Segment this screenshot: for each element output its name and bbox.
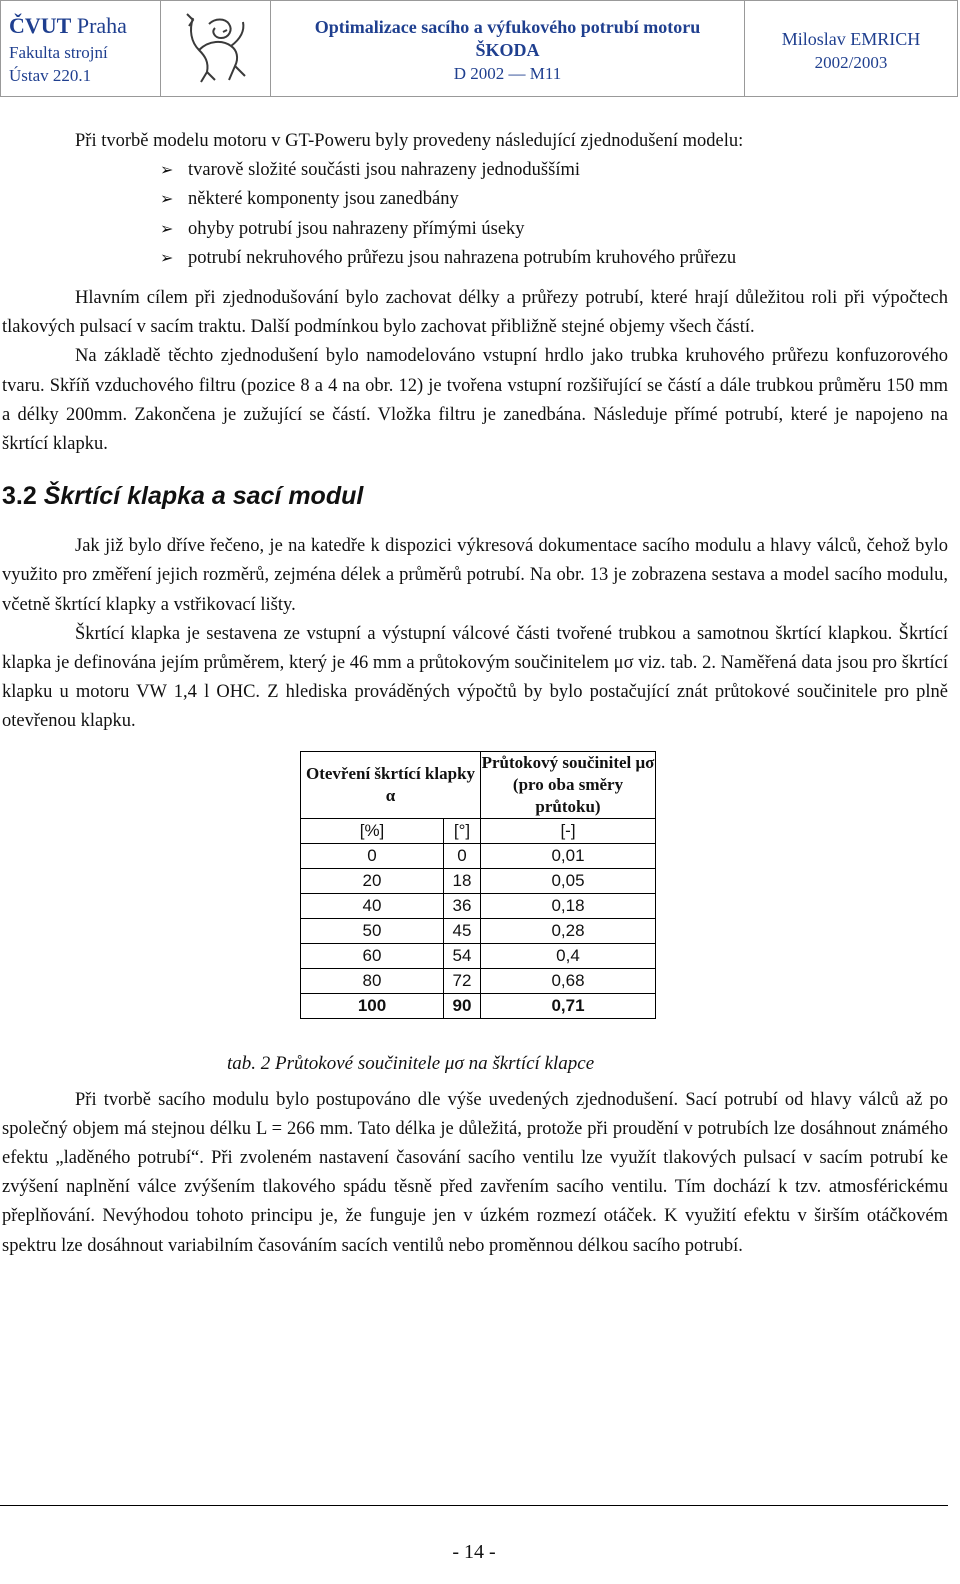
simplification-list (2, 156, 948, 273)
section-heading: 3.2 Škrtící klapka a sací modul (2, 482, 364, 511)
footer-divider (0, 1505, 948, 1506)
lion-crest-icon (161, 1, 271, 96)
arrow-bullet-icon: ➢ (160, 162, 174, 180)
table-unit: [%] (301, 818, 444, 843)
table-row: 100 90 0,71 (301, 993, 656, 1018)
list-item: ➢ tvarově složité součásti jsou nahrazeny jednoduššími (160, 156, 948, 185)
table-header-opening: Otevření škrtící klapky α (301, 751, 481, 818)
flow-coefficient-table-wrap (300, 751, 948, 1019)
table-unit: [-] (481, 818, 656, 843)
header-author (745, 1, 957, 96)
header-title-line2: ŠKODA (475, 40, 540, 60)
table-row: 60 54 0,4 (301, 943, 656, 968)
table-row: 40 36 0,18 (301, 893, 656, 918)
list-item: ➢ ohyby potrubí jsou nahrazeny přímými úseky (160, 215, 948, 244)
arrow-bullet-icon: ➢ (160, 249, 174, 267)
arrow-bullet-icon: ➢ (160, 220, 174, 238)
list-item: ➢ některé komponenty jsou zanedbány (160, 185, 948, 214)
flow-coefficient-table (300, 751, 656, 1019)
header-institute: Ústav 220.1 (9, 66, 92, 85)
header-title-line3: D 2002 — M11 (453, 64, 562, 83)
paragraph-intake-module: Při tvorbě sacího modulu bylo postupováno dle výše uvedených zjednodušení. Sací potrubí od hlavy válců až po společný objem má stejnou délku L = 266 mm. Tato délka je důležitá, protože při proudění v potrubích lze dosáhnout známého efektu „laděného potrubí“. Při zvoleném nastavení časování sacího ventilu lze využít tlakových pulsací v sacím potrubí ke zvýšení naplnění válce zvýšením tlakového spádu těsně před zavřením sacího ventilu. Tím dochází k tzv. atmosférickému přeplňování. Nevýhodou tohoto principu je, že funguje jen v úzkém rozmezí otáček. K využití efektu v širším otáčkovém spektru lze dosáhnout variabilním časováním sacích ventilů nebo proměnnou délkou sacího potrubí. (2, 1089, 948, 1256)
header-title (271, 1, 745, 96)
header-faculty: Fakulta strojní (9, 43, 108, 62)
arrow-bullet-icon: ➢ (160, 191, 174, 209)
paragraph-goal: Hlavním cílem při zjednodušování bylo zachovat délky a průřezy potrubí, které hrají důležitou roli při výpočtech tlakových pulsací v sacím traktu. Další podmínkou bylo zachovat přibližně stejné objemy všech částí. (2, 288, 948, 338)
table-caption: tab. 2 Průtokové součinitele μσ na škrtící klapce (227, 1052, 595, 1074)
document-body (2, 127, 948, 1261)
table-header-coefficient: Průtokový součinitel μσ (pro oba směry průtoku) (481, 751, 656, 818)
paragraph-intake-model: Na základě těchto zjednodušení bylo namodelováno vstupní hrdlo jako trubka kruhového průřezu konfuzorového tvaru. Skříň vzduchového filtru (pozice 8 a 4 na obr. 12) je tvořena vstupní rozšiřující se částí a dále trubkou průměru 150 mm a délky 200mm. Zakončena je zužující se částí. Vložka filtru je zanedbána. Následuje přímé potrubí, které je napojeno na škrtící klapku. (2, 346, 948, 455)
list-item: ➢ potrubí nekruhového průřezu jsou nahrazena potrubím kruhového průřezu (160, 244, 948, 273)
table-row: 80 72 0,68 (301, 968, 656, 993)
paragraph-throttle: Škrtící klapka je sestavena ze vstupní a výstupní válcové části tvořené trubkou a samotnou škrtící klapkou. Škrtící klapka je definována jejím průměrem, který je 46 mm a průtokovým součinitelem μσ viz. tab. 2. Naměřená data jsou pro škrtící klapku u motoru VW 1,4 l OHC. Z hlediska prováděných výpočtů by bylo postačující znát průtokové součinitele pro plně otevřenou klapku. (2, 623, 948, 732)
header-author-name: Miloslav EMRICH (781, 29, 921, 49)
paragraph-documentation: Jak již bylo dříve řečeno, je na katedře k dispozici výkresová dokumentace sacího modulu a hlavy válců, čehož bylo využito pro změření jejich rozměrů, zejména délek a průměrů potrubí. Na obr. 13 je zobrazena sestava a model sacího modulu, včetně škrtící klapky a vstřikovací lišty. (2, 536, 948, 615)
intro-paragraph: Při tvorbě modelu motoru v GT-Poweru byly provedeny následující zjednodušení modelu: (75, 131, 744, 151)
page-number: - 14 - (452, 1541, 496, 1563)
header-title-line1: Optimalizace sacího a výfukového potrubí motoru (314, 17, 701, 37)
table-row: 0 0 0,01 (301, 843, 656, 868)
header-school: ČVUT Praha (9, 13, 127, 38)
table-unit: [°] (444, 818, 481, 843)
table-row: 50 45 0,28 (301, 918, 656, 943)
header-year: 2002/2003 (814, 53, 888, 72)
page-header (0, 0, 958, 97)
table-row: 20 18 0,05 (301, 868, 656, 893)
header-institution (1, 1, 161, 96)
